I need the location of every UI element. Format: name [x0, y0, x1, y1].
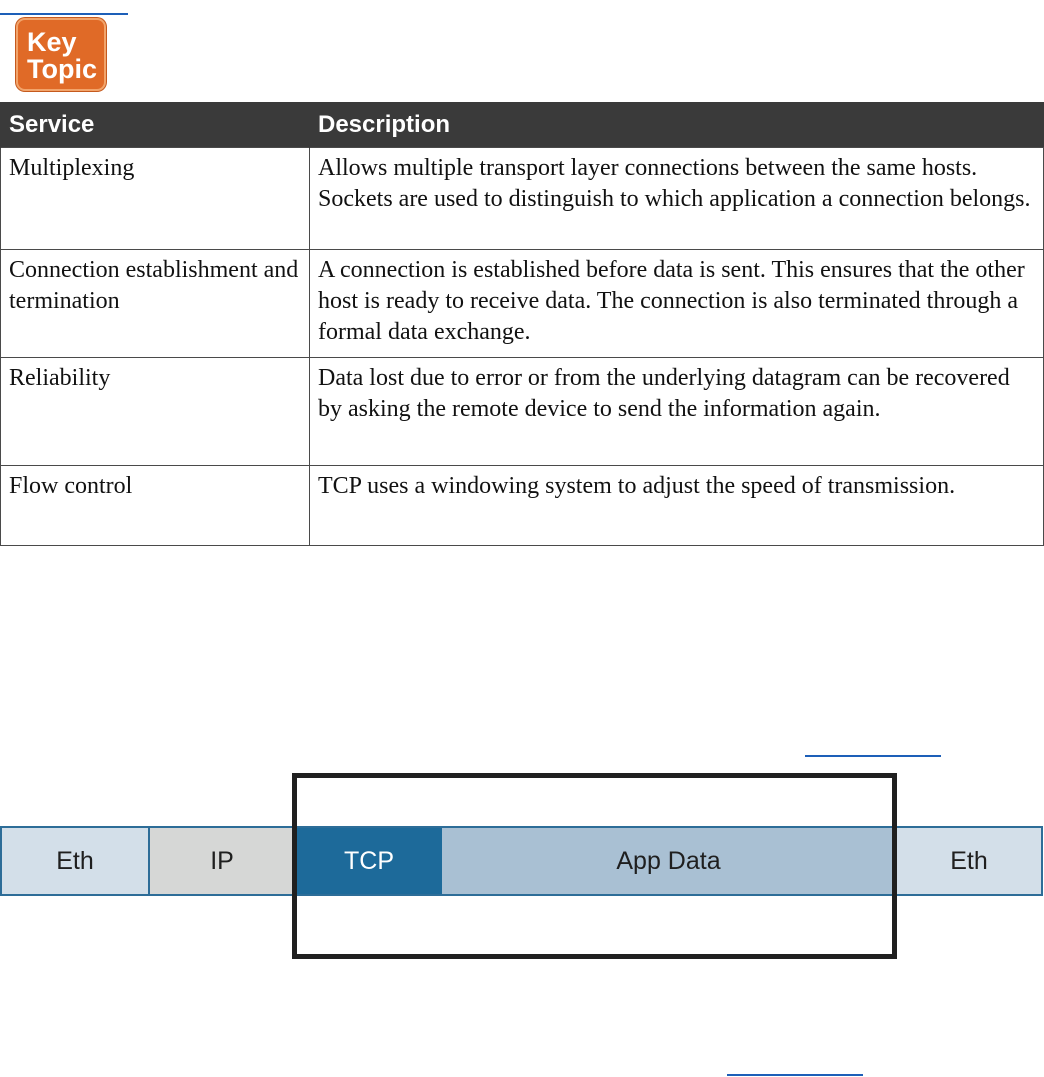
- eth-header-segment: Eth: [2, 828, 150, 894]
- table-row: [1, 358, 1044, 466]
- table-row: [1, 148, 1044, 250]
- cross-reference-link-top[interactable]: [0, 13, 128, 15]
- table-header-row: [1, 102, 1044, 148]
- service-cell: Flow control: [1, 466, 310, 546]
- description-cell: Data lost due to error or from the underlying datagram can be recovered by asking the remote device to send the information again.: [310, 358, 1044, 466]
- app-data-segment: App Data: [442, 828, 897, 894]
- description-cell: Allows multiple transport layer connections between the same hosts. Sockets are used to distinguish to which application a connection belongs.: [310, 148, 1044, 250]
- description-cell: A connection is established before data is sent. This ensures that the other host is ready to receive data. The connection is also terminated through a formal data exchange.: [310, 250, 1044, 358]
- table-row: [1, 466, 1044, 546]
- tcp-header-segment: TCP: [296, 828, 442, 894]
- key-topic-badge: [16, 18, 106, 91]
- tcp-services-table: [0, 102, 1044, 546]
- column-header-service: Service: [1, 102, 310, 148]
- table-row: [1, 250, 1044, 358]
- key-topic-badge-line2: Topic: [27, 54, 97, 84]
- key-topic-badge-line1: Key: [27, 27, 77, 57]
- service-cell: Reliability: [1, 358, 310, 466]
- cross-reference-link-middle[interactable]: [805, 755, 941, 757]
- cross-reference-link-bottom[interactable]: [727, 1074, 863, 1076]
- service-cell: Multiplexing: [1, 148, 310, 250]
- service-cell: Connection establishment and termination: [1, 250, 310, 358]
- eth-trailer-segment: Eth: [897, 828, 1041, 894]
- column-header-description: Description: [310, 102, 1044, 148]
- description-cell: TCP uses a windowing system to adjust the speed of transmission.: [310, 466, 1044, 546]
- ip-header-segment: IP: [150, 828, 296, 894]
- tcp-segment-encapsulation-diagram: [0, 826, 1043, 896]
